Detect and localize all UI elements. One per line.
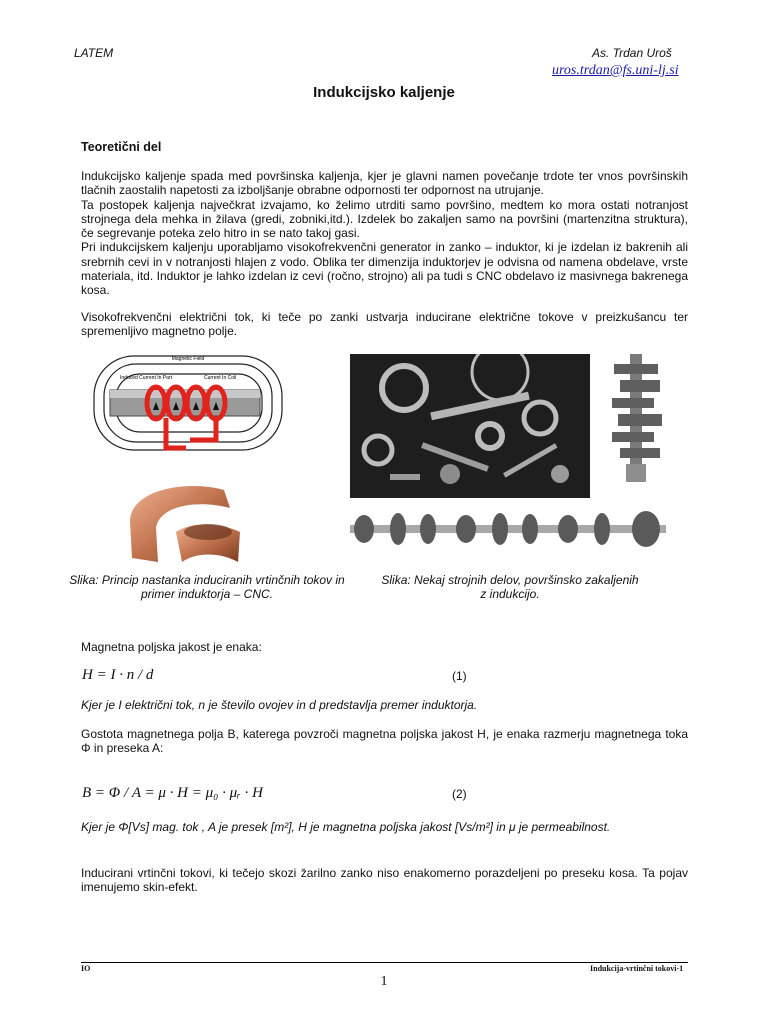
paragraph-intro [81, 169, 688, 298]
paragraph-3: Pri indukcijskem kaljenju uporabljamo visokofrekvenčni generator in zanko – induktor, ki je izdelan iz bakrenih ali srebrnih cevi in v notranjosti hlajen z vodo. Oblika ter dimenzija induktorjev je odvisna od namena obdelave, vrste materiala, itd. Induktor je lahko izdelan iz cevi (ročno, strojno) ali pa tudi s CNC obdelavo iz masivnega bakrenega kosa. [81, 240, 688, 298]
diagram-label-coil: Current In Coil [204, 375, 237, 381]
camshaft-image [350, 508, 666, 550]
equation-2: B = Φ / A = μ · H = μ₀ · μᵣ · H [82, 785, 263, 801]
hardened-parts-photo [350, 354, 590, 498]
equation-1-number: (1) [452, 669, 467, 683]
paragraph-8: Kjer je Φ[Vs] mag. tok , A je presek [m²], H je magnetna poljska jakost [Vs/m²] in μ je permeabilnost. [81, 820, 611, 834]
footer-right: Indukcija-vrtinčni tokovi-1 [590, 964, 684, 973]
paragraph-4: Visokofrekvenčni električni tok, ki teče po zanki ustvarja inducirane električne tokove v preizkušancu ter spremenljivo magnetno polje. [81, 310, 688, 339]
crankshaft-image [606, 354, 666, 482]
page-title: Indukcijsko kaljenje [313, 84, 455, 101]
paragraph-2: Ta postopek kaljenja največkrat izvajamo, ko želimo utrditi samo površino, medtem ko mora ostati notranjost strojnega dela mehka in žilava (gredi, zobniki,itd.). Izdelek bo zakaljen samo na površini (martenzitna struktura), če segrevanje poteka zelo hitro in se nato takoj gasi. [81, 197, 688, 241]
header-email-link[interactable]: uros.trdan@fs.uni-lj.si [552, 63, 679, 78]
footer-left: IO [81, 964, 91, 973]
paragraph-1: Indukcijsko kaljenje spada med površinska kaljenja, kjer je glavni namen povečanje trdote ter vnos površinskih tlačnih zaostalih napetosti za izboljšanje obrabne odpornosti ter odpornost na utrujanje. [81, 169, 688, 198]
paragraph-5: Magnetna poljska jakost je enaka: [81, 640, 262, 654]
paragraph-6: Kjer je I električni tok, n je število ovojev in d predstavlja premer induktorja. [81, 698, 478, 712]
section-heading: Teoretični del [81, 140, 162, 154]
page-number: 1 [380, 974, 388, 989]
equation-2-number: (2) [452, 787, 467, 801]
caption-left: Slika: Princip nastanka induciranih vrtinčnih tokov in primer induktorja – CNC. [69, 573, 345, 601]
header-author: As. Trdan Uroš [592, 46, 672, 60]
paragraph-7: Gostota magnetnega polja B, katerega povzroči magnetna poljska jakost H, je enaka razmerju magnetnega toka Φ in preseka A: [81, 727, 688, 756]
equation-1: H = I · n / d [82, 667, 154, 683]
caption-right: Slika: Nekaj strojnih delov, površinsko zakaljenih z indukcijo. [381, 573, 639, 601]
diagram-label-field: Magnetic Field [171, 356, 205, 362]
diagram-label-induced: Induced Current In Part [120, 375, 172, 381]
induction-principle-diagram [90, 352, 286, 460]
paragraph-9: Inducirani vrtinčni tokovi, ki tečejo skozi žarilno zanko niso enakomerno porazdeljeni po preseku kosa. Ta pojav imenujemo skin-efekt. [81, 866, 688, 895]
copper-inductor-image [120, 478, 248, 570]
header-left: LATEM [74, 46, 114, 60]
footer-divider [81, 962, 688, 963]
